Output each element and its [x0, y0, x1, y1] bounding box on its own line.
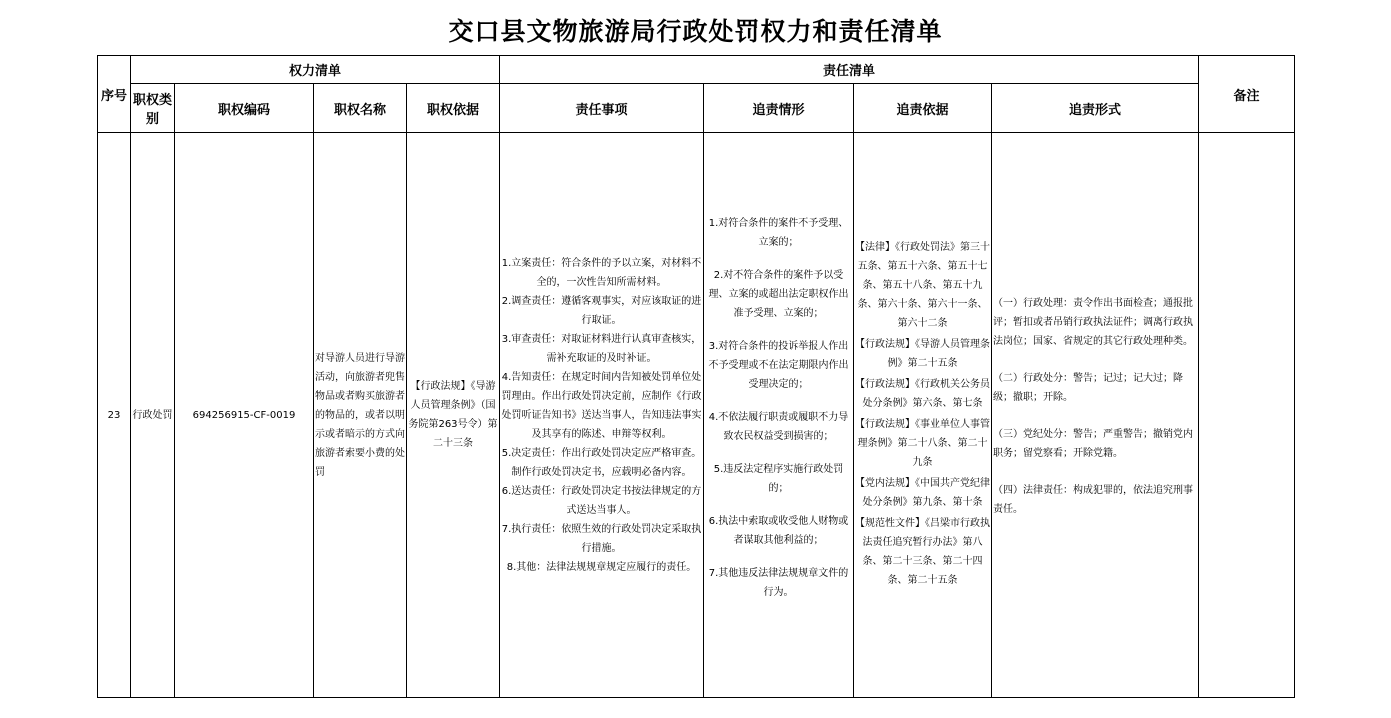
header-basis: 职权依据 [407, 84, 500, 133]
duty-item: 4.告知责任：在规定时间内告知被处罚单位处罚理由。作出行政处罚决定前，应制作《行政处罚听证告知书》送达当事人，告知违法事实及其享有的陈述、申辩等权利。 [501, 371, 702, 440]
duty-basis-item: 【行政法规】《导游人员管理条例》第二十五条 [855, 339, 991, 369]
duty-basis-item: 【党内法规】《中国共产党纪律处分条例》第九条、第十条 [855, 478, 991, 508]
situation-item: 3.对符合条件的投诉举报人作出不予受理或不在法定期限内作出受理决定的； [708, 341, 849, 390]
duty-item: 7.执行责任：依照生效的行政处罚决定采取执行措施。 [501, 523, 702, 554]
header-form: 追责形式 [992, 84, 1199, 133]
header-code: 职权编码 [175, 84, 314, 133]
situation-item: 7.其他违反法律法规规章文件的行为。 [708, 568, 849, 598]
header-name: 职权名称 [314, 84, 407, 133]
duty-item: 2.调查责任：遵循客观事实，对应该取证的进行取证。 [501, 295, 702, 326]
duty-basis-item: 【行政法规】《行政机关公务员处分条例》第六条、第七条 [855, 379, 991, 409]
cell-duty-basis-items [854, 133, 992, 698]
cell-seq: 23 [98, 133, 131, 698]
cell-form-items [992, 133, 1199, 698]
form-item: （三）党纪处分：警告；严重警告；撤销党内职务；留党察看；开除党籍。 [993, 428, 1194, 459]
form-item: （二）行政处分：警告；记过；记大过；降级；撤职；开除。 [993, 372, 1184, 403]
power-duty-table [97, 55, 1295, 698]
cell-situation-items [704, 133, 854, 698]
duty-item: 5.决定责任：作出行政处罚决定应严格审查。制作行政处罚决定书，应载明必备内容。 [501, 447, 702, 478]
form-item: （四）法律责任：构成犯罪的，依法追究刑事责任。 [993, 484, 1194, 515]
duty-basis-item: 【规范性文件】《吕梁市行政执法责任追究暂行办法》第八条、第二十三条、第二十四条、第二十五条 [855, 518, 991, 586]
situation-item: 4.不依法履行职责或履职不力导致农民权益受到损害的； [708, 412, 849, 442]
table-row [98, 133, 1295, 698]
cell-duty-items [500, 133, 704, 698]
form-item: （一）行政处理：责令作出书面检查；通报批评；暂扣或者吊销行政执法证件；调离行政执法岗位；国家、省规定的其它行政处理种类。 [993, 297, 1194, 347]
situation-item: 5.违反法定程序实施行政处罚的； [713, 464, 844, 494]
cell-code: 694256915-CF-0019 [175, 133, 314, 698]
situation-item: 2.对不符合条件的案件予以受理、立案的或超出法定职权作出准予受理、立案的； [708, 270, 849, 319]
duty-item: 8.其他：法律法规规章规定应履行的责任。 [506, 561, 697, 573]
cell-remark [1199, 133, 1295, 698]
duty-item: 6.送达责任：行政处罚决定书按法律规定的方式送达当事人。 [501, 485, 702, 516]
situation-item: 1.对符合条件的案件不予受理、立案的； [708, 218, 849, 248]
header-duty-basis: 追责依据 [854, 84, 992, 133]
duty-basis-item: 【法律】《行政处罚法》第三十五条、第五十六条、第五十七条、第五十八条、第五十九条、第六十条、第六十一条、第六十二条 [855, 242, 991, 329]
header-remark: 备注 [1199, 56, 1295, 133]
header-situation: 追责情形 [704, 84, 854, 133]
duty-basis-item: 【行政法规】《事业单位人事管理条例》第二十八条、第二十九条 [855, 419, 991, 468]
header-category: 职权类别 [131, 84, 175, 133]
situation-item: 6.执法中索取或收受他人财物或者谋取其他利益的； [708, 516, 849, 546]
page-title: 交口县文物旅游局行政处罚权力和责任清单 [448, 17, 943, 46]
header-duty: 责任事项 [500, 84, 704, 133]
header-power-list: 权力清单 [131, 56, 500, 84]
cell-name: 对导游人员进行导游活动，向旅游者兜售物品或者购买旅游者的物品的，或者以明示或者暗示的方式向旅游者索要小费的处罚 [314, 133, 407, 698]
duty-item: 1.立案责任：符合条件的予以立案，对材料不全的，一次性告知所需材料。 [501, 257, 702, 288]
header-seq: 序号 [98, 56, 131, 133]
header-duty-list: 责任清单 [500, 56, 1199, 84]
duty-item: 3.审查责任：对取证材料进行认真审查核实，需补充取证的及时补证。 [501, 333, 702, 364]
cell-basis: 【行政法规】《导游人员管理条例》（国务院第263号令）第二十三条 [407, 133, 500, 698]
cell-category: 行政处罚 [131, 133, 175, 698]
